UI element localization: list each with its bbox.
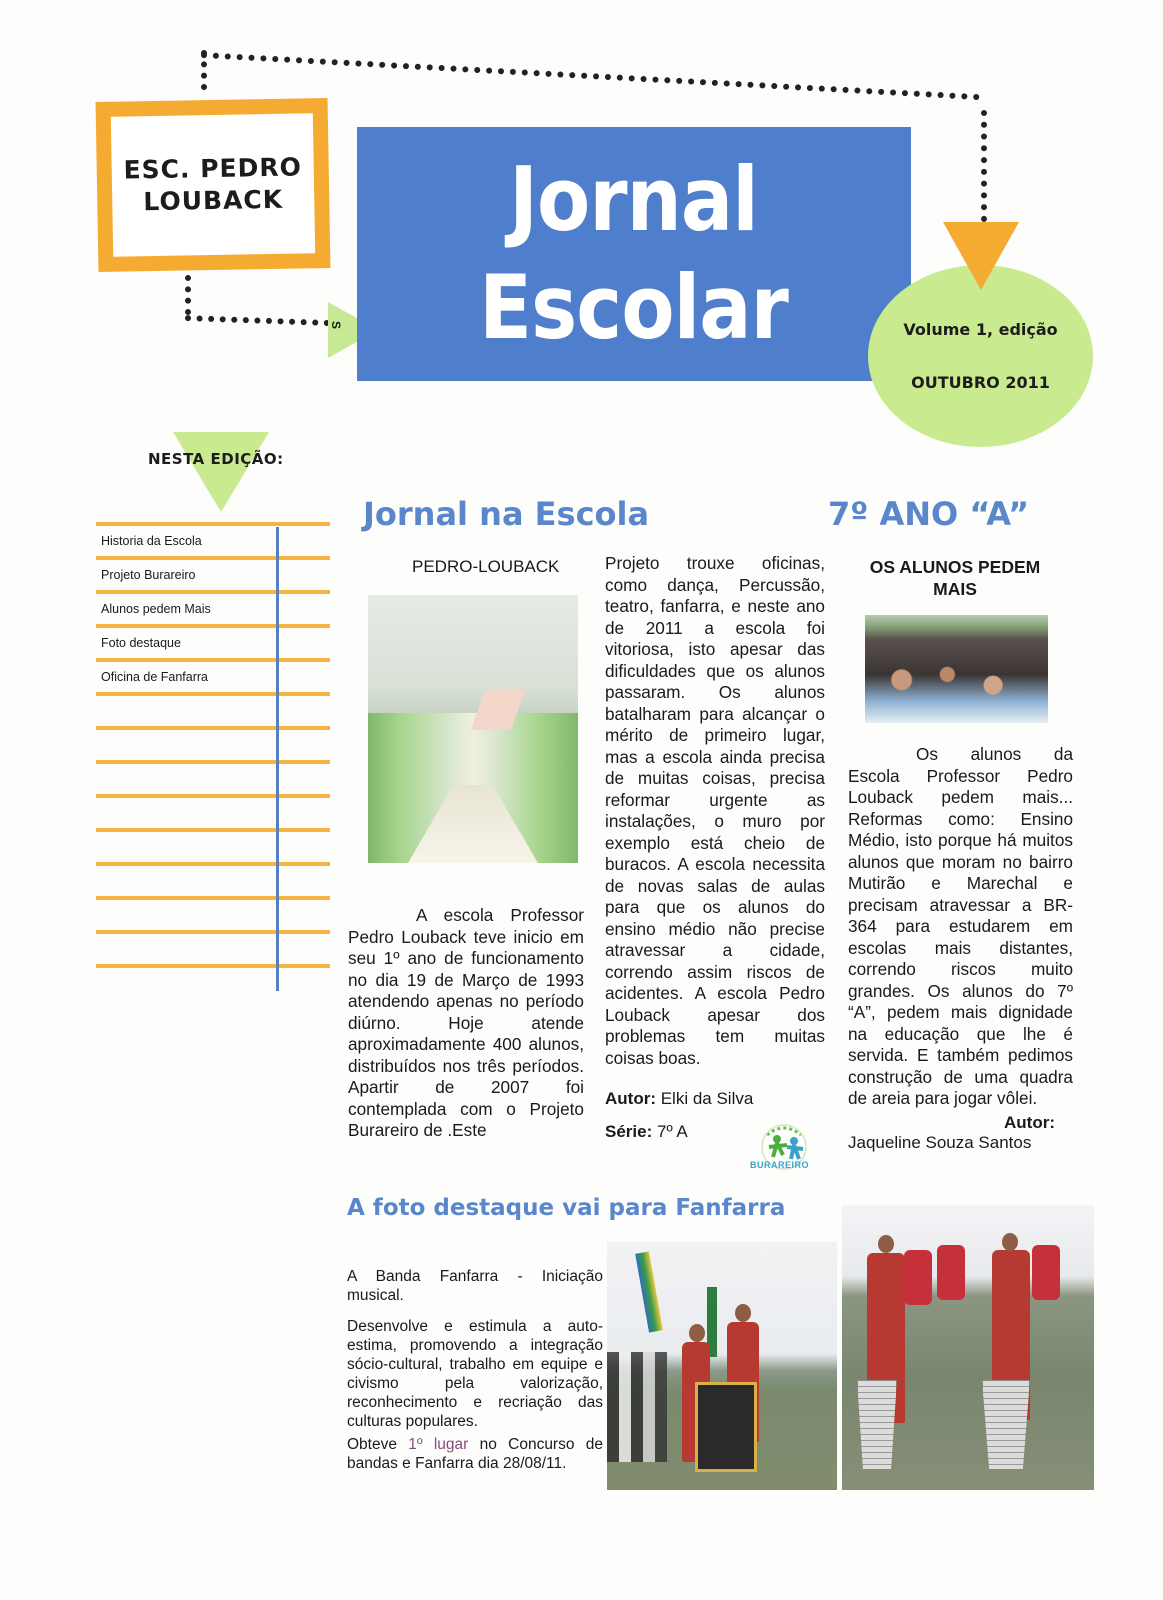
article-subtitle: OS ALUNOS PEDEM MAIS [869, 557, 1041, 599]
drum [937, 1245, 965, 1300]
dotted-connector [981, 110, 987, 222]
masthead-line1: Jornal [509, 148, 759, 251]
arrow-down-icon [943, 222, 1019, 290]
toc-item-label: Alunos pedem Mais [101, 602, 211, 616]
edition-date: OUTUBRO 2011 [911, 373, 1050, 392]
highlight-text: 1º lugar [408, 1436, 469, 1453]
article-body-col1: A escola Professor Pedro Louback teve inicio em seu 1º ano de funcionamento no dia 19 de Março de 1993 atendendo apenas no período diúrno. Hoje atende aproximadamente 400 alunos, distribuídos nos três períodos. Apartir de 2007 foi contemplada com o Projeto Burareiro de .Este [348, 905, 584, 1140]
paragraph-text: no Concurso de bandas e Fanfarra dia 28/08/11. [347, 1436, 603, 1472]
article-paragraph [347, 1435, 603, 1473]
toc-item-empty [96, 900, 330, 930]
school-corridor-photo [368, 595, 578, 863]
article-subtitle: PEDRO-LOUBACK [412, 557, 560, 576]
toc-item-empty [96, 866, 330, 896]
toc-item[interactable] [96, 594, 330, 624]
toc-item-label: Oficina de Fanfarra [101, 670, 208, 684]
masthead-line2: Escolar [479, 256, 789, 359]
xylophone [982, 1380, 1030, 1470]
masthead [357, 127, 911, 381]
corridor-floor [408, 785, 538, 863]
toc-vertical-rule [276, 527, 279, 991]
author-name: Jaqueline Souza Santos [848, 1133, 1032, 1152]
band-member-head [1002, 1233, 1018, 1251]
xylophone [857, 1380, 897, 1470]
article-title: A foto destaque vai para Fanfarra [347, 1195, 786, 1221]
edition-badge [868, 265, 1093, 447]
dotted-connector [185, 315, 330, 326]
drum [904, 1250, 932, 1305]
grade-value: 7º A [656, 1122, 688, 1141]
school-name [123, 151, 302, 219]
arrow-label: S [329, 320, 344, 330]
students-crowd-photo [865, 615, 1048, 723]
toc-item-label: Projeto Burareiro [101, 568, 196, 582]
article-title: 7º ANO “A” [828, 495, 1030, 533]
edition-volume: Volume 1, edição [903, 320, 1058, 339]
author-line [848, 1115, 1073, 1153]
toc-item-empty [96, 764, 330, 794]
school-name-line1: ESC. PEDRO [123, 151, 303, 185]
band-member-head [689, 1324, 705, 1342]
band-member-head [878, 1235, 894, 1253]
author-line [605, 1089, 753, 1109]
dotted-connector [185, 275, 191, 315]
sidebar-title: NESTA EDIÇÃO: [148, 450, 284, 468]
spectator-group [607, 1352, 667, 1462]
triangle-down-icon [173, 432, 269, 512]
toc-item[interactable] [96, 662, 330, 692]
grade-label: Série: [605, 1122, 653, 1141]
fanfarra-banner-photo [607, 1242, 837, 1490]
logo-name: BURAREIRO [750, 1160, 810, 1170]
ceiling-light [471, 690, 526, 730]
grade-line [605, 1122, 688, 1142]
toc-item-empty [96, 798, 330, 828]
author-label: Autor: [1004, 1113, 1055, 1132]
toc-item[interactable] [96, 560, 330, 590]
toc-item[interactable] [96, 628, 330, 658]
author-label: Autor: [605, 1089, 656, 1108]
article-paragraph: Desenvolve e estimula a auto-estima, promovendo a integração sócio-cultural, trabalho em equipe e civismo pela valorização, reconhecimento e recriação das culturas populares. [347, 1318, 603, 1430]
toc-item-empty [96, 934, 330, 964]
fanfarra-band-photo [842, 1205, 1094, 1490]
paragraph-text: Obteve [347, 1436, 409, 1453]
toc-divider [96, 964, 330, 968]
masthead-title [480, 146, 789, 362]
toc-item-empty [96, 696, 330, 726]
article-paragraph: A Banda Fanfarra - Iniciação musical. [347, 1268, 603, 1304]
toc-item-label: Foto destaque [101, 636, 181, 650]
toc-item-empty [96, 730, 330, 760]
article-body: Os alunos da Escola Professor Pedro Louback pedem mais... Reformas como: Ensino Médio, isto porque há muitos alunos que moram no bairro Mutirão e Marechal e precisam atravessar a BR-364 para estudarem em escolas mais distantes, correndo riscos muito grandes. Os alunos do 7º “A”, pedem mais dignidade na educação que lhe é servida. E também pedimos construção de uma quadra de areia para jogar vôlei. [848, 744, 1073, 1108]
toc-item[interactable] [96, 526, 330, 556]
drum [1032, 1245, 1060, 1300]
fanfarra-banner [695, 1382, 757, 1472]
article-title: Jornal na Escola [363, 495, 650, 533]
article-body-col2: Projeto trouxe oficinas, como dança, Percussão, teatro, fanfarra, e neste ano de 2011 a escola foi vitoriosa, isto apesar das dificuldades que os alunos passaram. Os alunos batalharam para alcançar o mérito de primeiro lugar, mas a escola ainda precisa de muitas coisas, precisa reformar urgente as instalações, o muro por exemplo está cheio de buracos. A escola necessita de novas salas de aulas para que os alunos do ensino médio não precise atravessar a cidade, correndo assim riscos de acidentes. A escola Pedro Louback apesar dos problemas tem muitas coisas boas. [605, 553, 825, 1068]
school-name-box [96, 98, 331, 272]
school-name-line2: LOUBACK [143, 184, 284, 217]
flag [635, 1251, 663, 1332]
toc-item-label: Historia da Escola [101, 534, 202, 548]
table-of-contents [96, 522, 330, 968]
dotted-connector [201, 52, 980, 100]
band-member-head [735, 1304, 751, 1322]
toc-item-empty [96, 832, 330, 862]
author-name: Elki da Silva [660, 1089, 754, 1108]
